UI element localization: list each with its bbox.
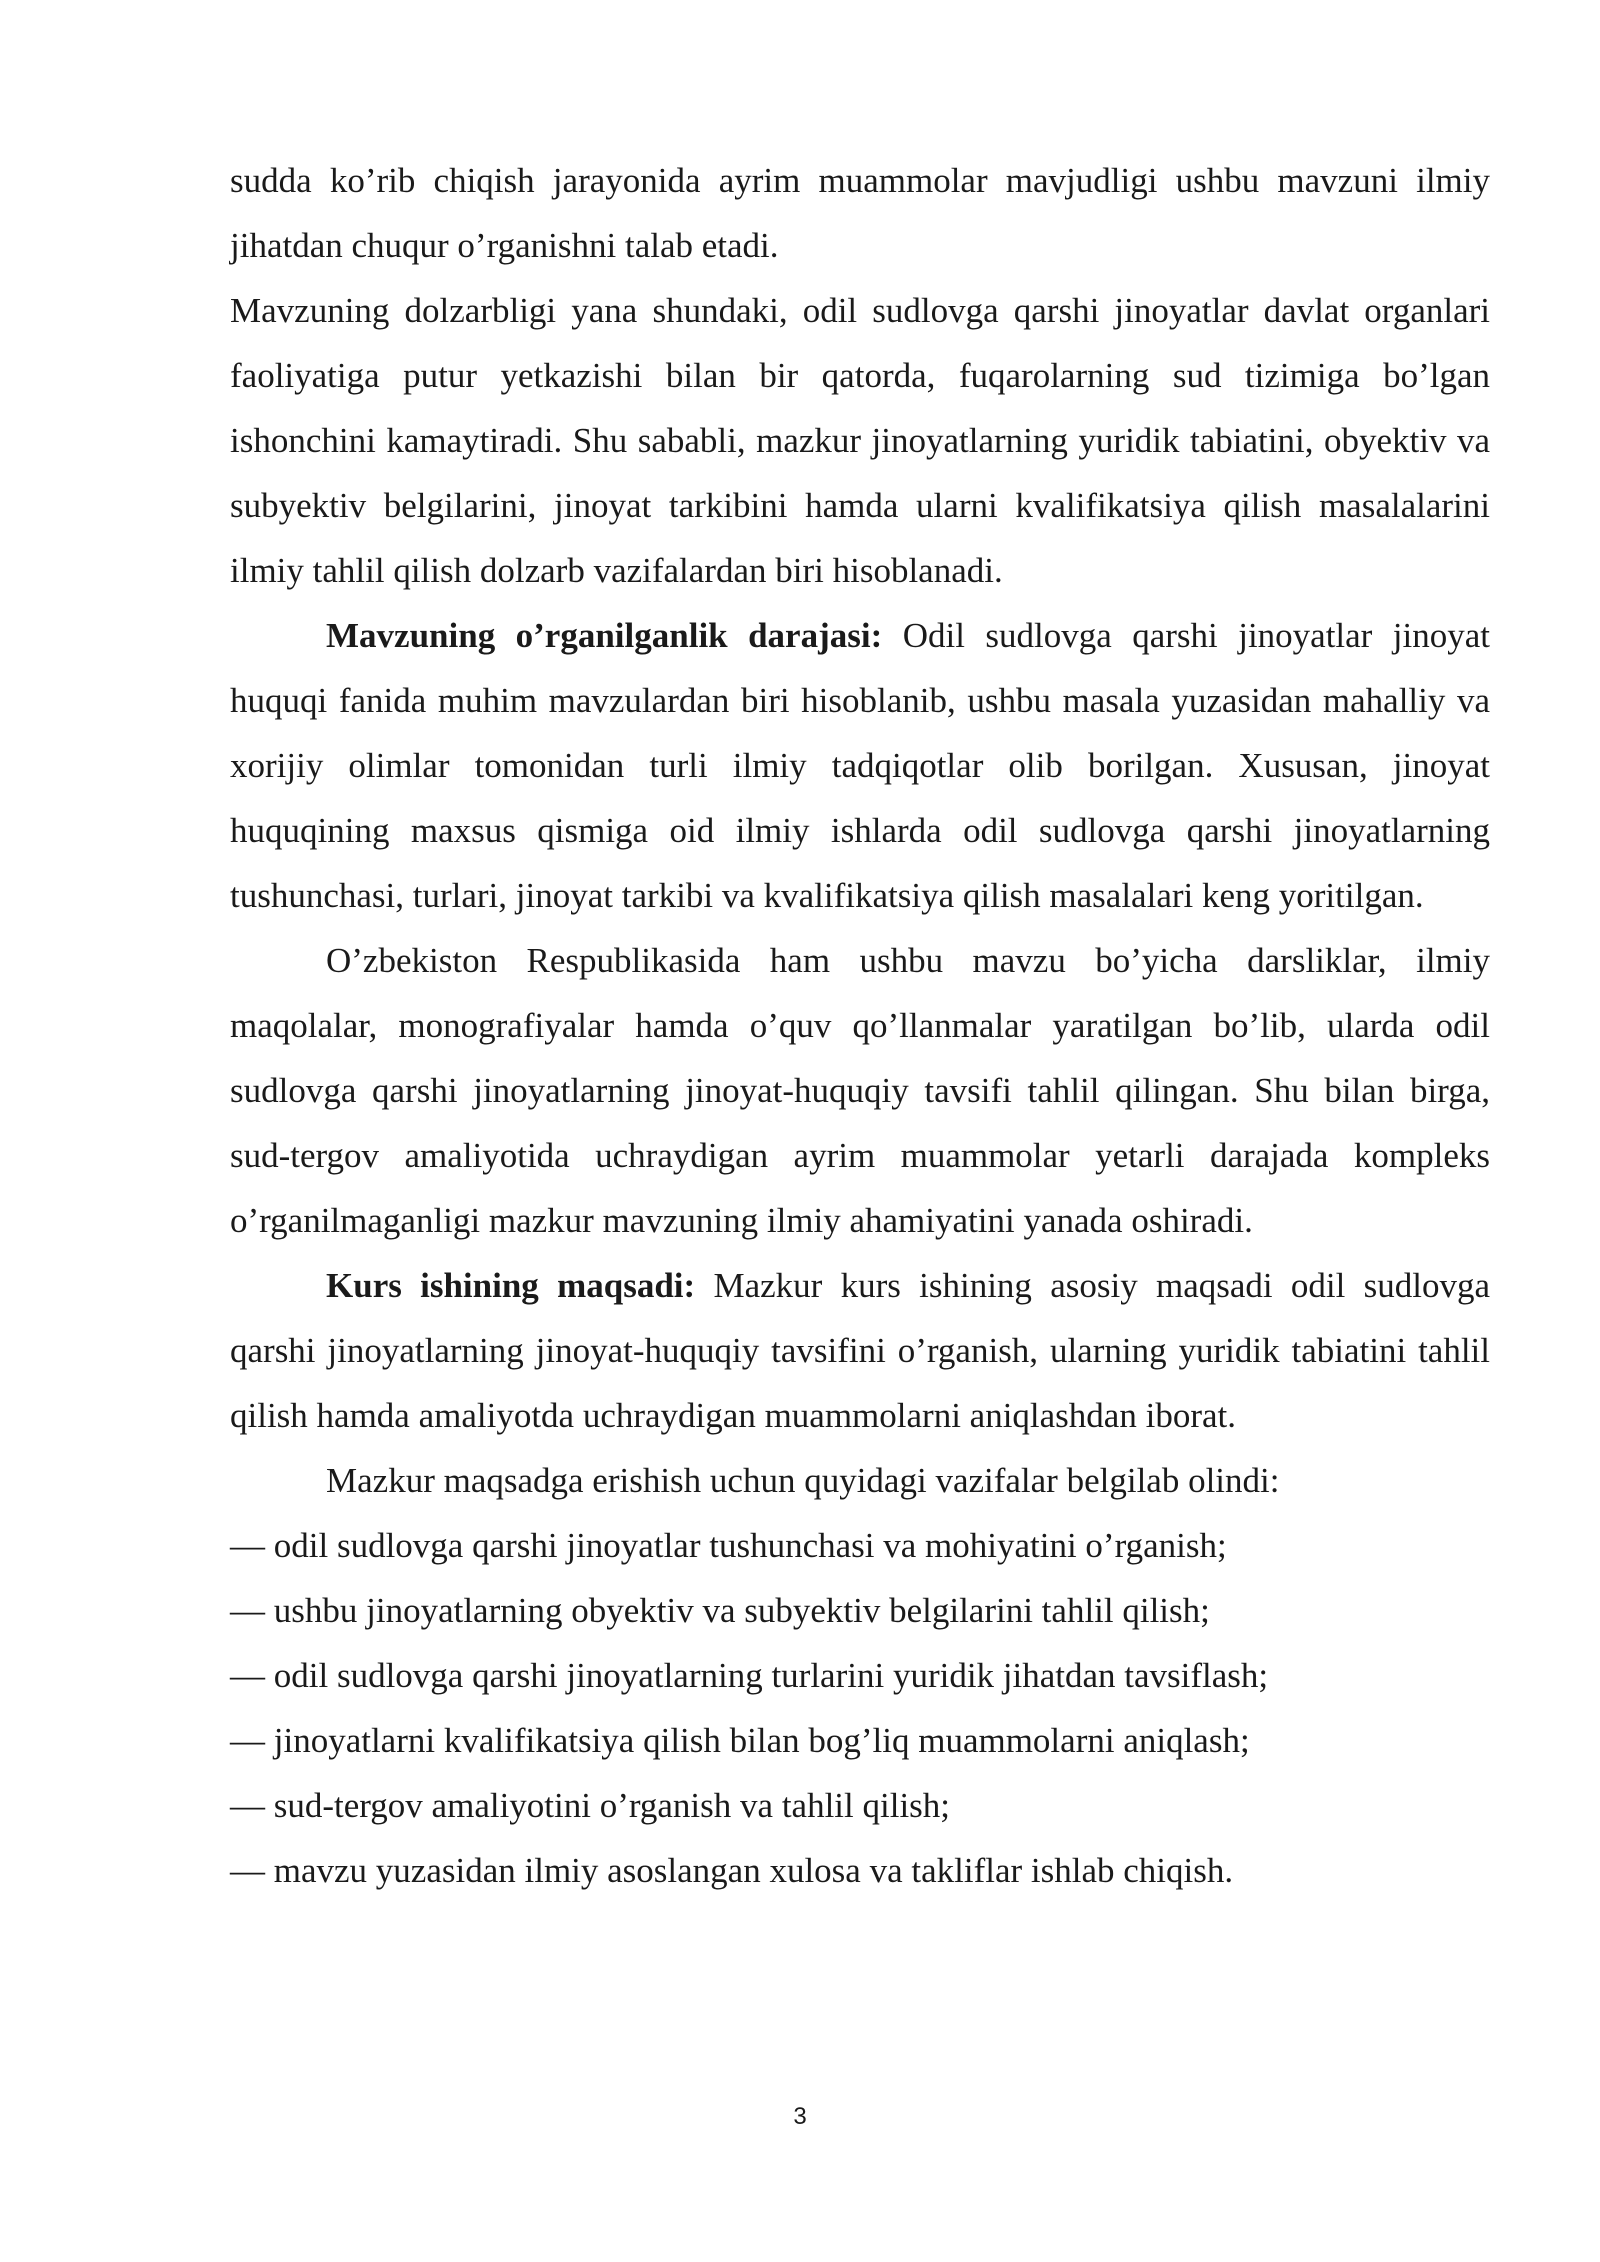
list-item: — mavzu yuzasidan ilmiy asoslangan xulosa va takliflar ishlab chiqish.	[230, 1851, 1234, 1890]
paragraph-tasks-intro: Mazkur maqsadga erishish uchun quyidagi vazifalar belgilab olindi:	[326, 1461, 1280, 1500]
page-number: 3	[793, 2103, 807, 2130]
list-item: — odil sudlovga qarshi jinoyatlar tushunchasi va mohiyatini o’rganish;	[230, 1526, 1227, 1565]
list-item: — ushbu jinoyatlarning obyektiv va subyektiv belgilarini tahlil qilish;	[230, 1591, 1210, 1630]
list-item: — jinoyatlarni kvalifikatsiya qilish bilan bog’liq muammolarni aniqlash;	[230, 1721, 1250, 1760]
tasks-list	[230, 1513, 1490, 1903]
course-goal-text: Mazkur kurs ishining asosiy maqsadi odil sudlovga qarshi jinoyatlarning jinoyat-huquqiy tavsifini o’rganish, ularning yuridik tabiatini tahlil qilish hamda amaliyotda uchraydigan muammolarni aniqlashdan iborat.	[230, 1266, 1490, 1435]
list-item: — sud-tergov amaliyotini o’rganish va tahlil qilish;	[230, 1786, 951, 1825]
paragraph-intro-continuation: sudda ko’rib chiqish jarayonida ayrim muammolar mavjudligi ushbu mavzuni ilmiy jihatdan chuqur o’rganishni talab etadi.	[230, 161, 1490, 265]
course-goal-label: Kurs ishining maqsadi:	[326, 1266, 696, 1305]
research-degree-text: Odil sudlovga qarshi jinoyatlar jinoyat huquqi fanida muhim mavzulardan biri hisoblanib, ushbu masala yuzasidan mahalliy va xorijiy olimlar tomonidan turli ilmiy tadqiqotlar olib borilgan. Xususan, jinoyat huquqining maxsus qismiga oid ilmiy ishlarda odil sudlovga qarshi jinoyatlarning tushunchasi, turlari, jinoyat tarkibi va kvalifikatsiya qilish masalalari keng yoritilgan.	[230, 616, 1491, 915]
paragraph-course-goal	[230, 1253, 1490, 1448]
paragraph-uzbekistan-literature: O’zbekiston Respublikasida ham ushbu mavzu bo’yicha darsliklar, ilmiy maqolalar, monografiyalar hamda o’quv qo’llanmalar yaratilgan bo’lib, ularda odil sudlovga qarshi jinoyatlarning jinoyat-huquqiy tavsifi tahlil qilingan. Shu bilan birga, sud-tergov amaliyotida uchraydigan ayrim muammolar yetarli darajada kompleks o’rganilmaganligi mazkur mavzuning ilmiy ahamiyatini yanada oshiradi.	[230, 941, 1490, 1240]
paragraph-research-degree	[230, 603, 1490, 928]
document-page	[230, 148, 1490, 1903]
list-item: — odil sudlovga qarshi jinoyatlarning turlarini yuridik jihatdan tavsiflash;	[230, 1656, 1269, 1695]
research-degree-label: Mavzuning o’rganilganlik darajasi:	[326, 616, 883, 655]
paragraph-relevance: Mavzuning dolzarbligi yana shundaki, odil sudlovga qarshi jinoyatlar davlat organlari faoliyatiga putur yetkazishi bilan bir qatorda, fuqarolarning sud tizimiga bo’lgan ishonchini kamaytiradi. Shu sababli, mazkur jinoyatlarning yuridik tabiatini, obyektiv va subyektiv belgilarini, jinoyat tarkibini hamda ularni kvalifikatsiya qilish masalalarini ilmiy tahlil qilish dolzarb vazifalardan biri hisoblanadi.	[230, 291, 1490, 590]
